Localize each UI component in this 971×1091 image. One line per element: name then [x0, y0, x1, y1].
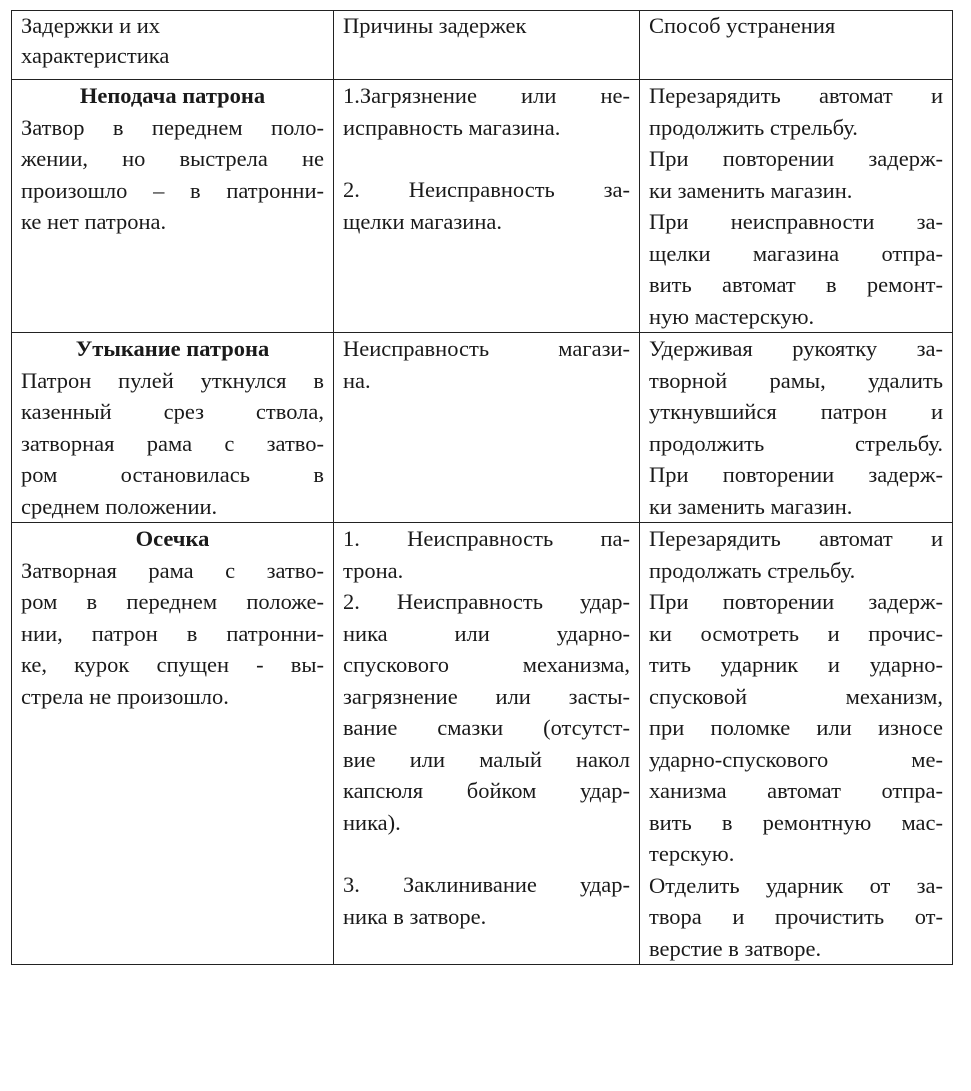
text-line: ром остановилась в	[21, 462, 324, 487]
text-line: ки осмотреть и прочис-	[649, 620, 943, 646]
text-line: вие или малый накол	[343, 746, 630, 772]
text-line: Удерживая рукоятку за-	[649, 336, 943, 361]
text-line: ника или ударно-	[343, 620, 630, 646]
text-line: твора и прочистить от-	[649, 904, 943, 929]
remedy-cell	[640, 523, 953, 965]
text-line: творной рамы, удалить	[649, 367, 943, 393]
text-line: Затворная рама с затво-	[21, 557, 324, 583]
text-line: ника).	[343, 809, 401, 835]
text-line: спусковой механизм,	[649, 683, 943, 709]
text-line: 3. Заклинивание удар-	[343, 872, 630, 897]
text-line: нии, патрон в патронни-	[21, 620, 324, 646]
text-line: Перезарядить автомат и	[649, 83, 943, 108]
text-line: 2. Неисправность удар-	[343, 589, 630, 614]
text-line: спускового механизма,	[343, 652, 630, 677]
text-line: вить автомат в ремонт-	[649, 272, 943, 297]
text-line: вание смазки (отсутст-	[343, 715, 630, 740]
remedy-cell	[640, 333, 953, 523]
text-line: Перезарядить автомат и	[649, 526, 943, 551]
text-line: ударно-спускового ме-	[649, 746, 943, 772]
text-line: загрязнение или засты-	[343, 683, 630, 709]
header-causes: Причины задержек	[334, 11, 640, 80]
text-line: уткнувшийся патрон и	[649, 399, 943, 424]
text-line: 1.Загрязнение или не-	[343, 83, 630, 108]
text-line: затворная рама с затво-	[21, 430, 324, 456]
text-line: при поломке или износе	[649, 715, 943, 740]
text-line: щелки магазина отпра-	[649, 240, 943, 266]
delay-cell	[12, 80, 334, 333]
text-line: ке, курок спущен - вы-	[21, 652, 324, 677]
cause-cell	[334, 80, 640, 333]
text-line: ника в затворе.	[343, 903, 487, 929]
text-line: продолжить стрельбу.	[649, 430, 943, 456]
text-line: исправность магазина.	[343, 114, 561, 140]
text-line: 2. Неисправность за-	[343, 177, 630, 202]
text-line: среднем положении.	[21, 493, 218, 519]
text-line: произошло – в патронни-	[21, 177, 324, 203]
text-line: терскую.	[649, 841, 735, 866]
text-line: тить ударник и ударно-	[649, 652, 943, 677]
text-line: Неисправность магази-	[343, 336, 630, 361]
text-line: продолжать стрельбу.	[649, 557, 856, 583]
text-line: верстие в затворе.	[649, 935, 822, 961]
text-line: ки заменить магазин.	[649, 493, 853, 519]
text-line: стрела не произошло.	[21, 683, 229, 709]
delay-title: Утыкание патрона	[75, 336, 270, 361]
delay-cell	[12, 333, 334, 523]
text-line: ке нет патрона.	[21, 209, 167, 234]
text-line: вить в ремонтную мас-	[649, 809, 943, 835]
delays-table	[11, 10, 953, 965]
text-line: Патрон пулей уткнулся в	[21, 367, 324, 393]
text-line: трона.	[343, 557, 404, 583]
delay-title: Осечка	[135, 526, 210, 551]
remedy-cell	[640, 80, 953, 333]
cause-cell	[334, 333, 640, 523]
text-line: Отделить ударник от за-	[649, 872, 943, 898]
text-line: на.	[343, 367, 371, 393]
text-line: продолжить стрельбу.	[649, 114, 858, 140]
text-line: ки заменить магазин.	[649, 177, 853, 203]
text-line: капсюля бойком удар-	[343, 778, 630, 803]
header-delays-line: Задержки и их	[21, 13, 161, 38]
text-line: ханизма автомат отпра-	[649, 778, 943, 803]
text-line: казенный срез ствола,	[21, 399, 324, 424]
text-line: щелки магазина.	[343, 208, 503, 234]
header-delays	[12, 11, 334, 80]
table-row	[12, 523, 953, 965]
text-line: 1. Неисправность па-	[343, 526, 630, 551]
text-line: При неисправности за-	[649, 209, 943, 234]
text-line: При повторении задерж-	[649, 462, 943, 487]
header-row	[12, 11, 953, 80]
delay-title: Неподача патрона	[79, 83, 266, 108]
text-line: При повторении задерж-	[649, 146, 943, 171]
text-line: жении, но выстрела не	[21, 146, 324, 171]
text-line: ром в переднем положе-	[21, 589, 324, 614]
table-row	[12, 333, 953, 523]
table-row	[12, 80, 953, 333]
text-line: При повторении задерж-	[649, 589, 943, 614]
cause-cell	[334, 523, 640, 965]
header-delays-line: характеристика	[21, 43, 170, 68]
text-line: ную мастерскую.	[649, 303, 815, 329]
header-remedies: Способ устранения	[640, 11, 953, 80]
delay-cell	[12, 523, 334, 965]
text-line: Затвор в переднем поло-	[21, 114, 324, 140]
